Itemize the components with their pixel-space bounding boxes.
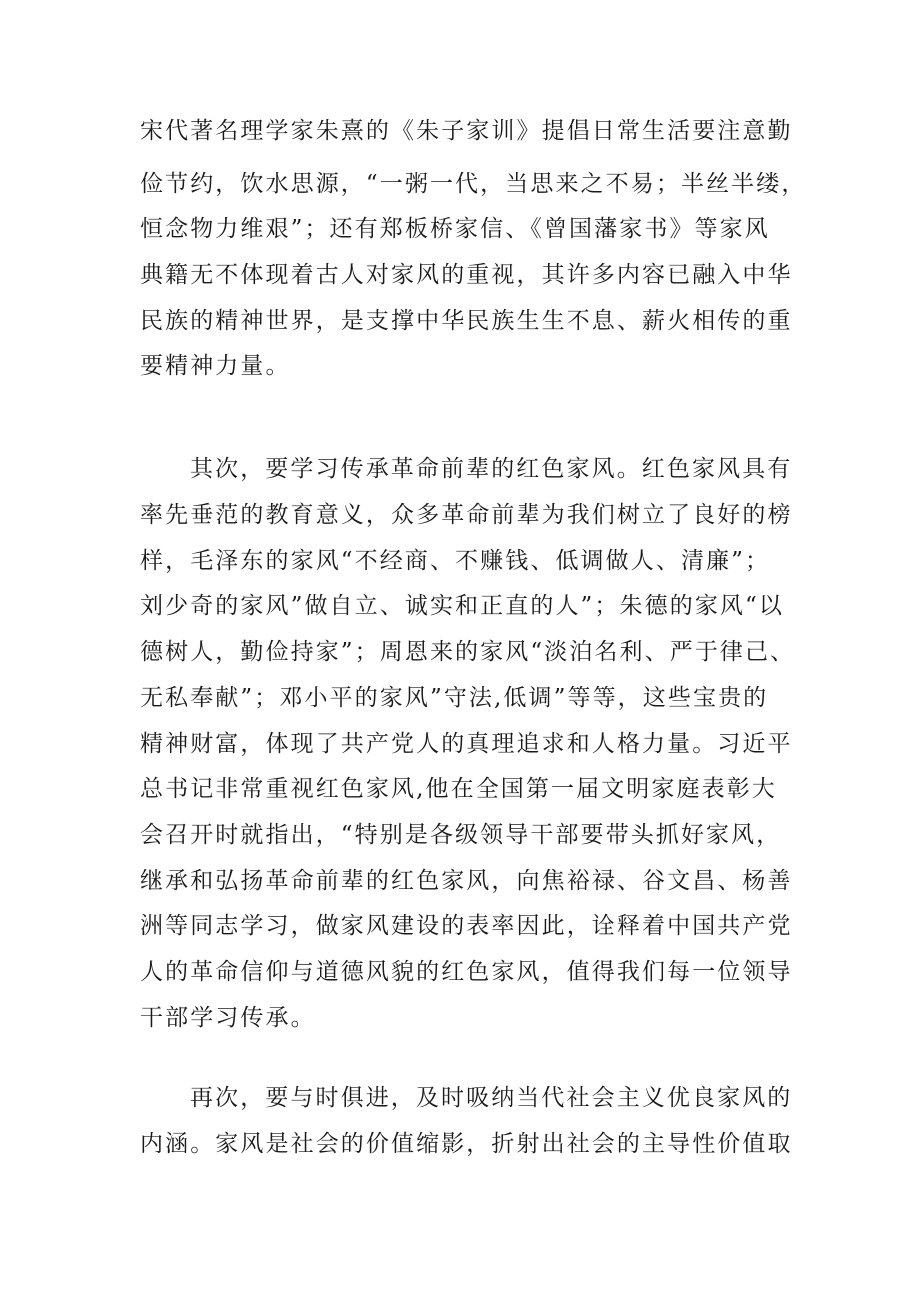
paragraph-line: 再次，要与时俱进，及时吸纳当代社会主义优良家风的 (190, 1085, 793, 1111)
paragraph-line: 率先垂范的教育意义，众多革命前辈为我们树立了良好的榜 (140, 502, 793, 528)
paragraph-line: 民族的精神世界，是支撑中华民族生生不息、薪火相传的重 (140, 308, 793, 334)
paragraph-line: 内涵。家风是社会的价值缩影，折射出社会的主导性价值取 (140, 1131, 793, 1157)
paragraph-line: 洲等同志学习，做家风建设的表率因此，诠释着中国共产党 (140, 913, 793, 939)
paragraph-line: 无私奉献”；邓小平的家风”守法,低调”等等，这些宝贵的 (140, 685, 769, 711)
paragraph-line: 样，毛泽东的家风“不经商、不赚钱、低调做人、清廉”； (140, 548, 771, 574)
paragraph-line: 总书记非常重视红色家风,他在全国第一届文明家庭表彰大 (140, 776, 777, 802)
paragraph-line: 刘少奇的家风”做自立、诚实和正直的人”；朱德的家风“以 (140, 593, 784, 619)
paragraph-line: 干部学习传承。 (140, 1005, 316, 1031)
paragraph-line: 德树人，勤俭持家”；周恩来的家风“淡泊名利、严于律己、 (140, 639, 796, 665)
paragraph-line: 俭节约，饮水思源，“一粥一代，当思来之不易；半丝半缕， (140, 171, 807, 197)
paragraph-line: 要精神力量。 (140, 353, 291, 379)
paragraph-line: 会召开时就指出，“特别是各级领导干部要带头抓好家风， (140, 822, 782, 848)
paragraph-line: 精神财富，体现了共产党人的真理追求和人格力量。习近平 (140, 731, 793, 757)
paragraph-line: 恒念物力维艰”；还有郑板桥家信、《曾国藩家书》等家风 (140, 216, 770, 242)
paragraph-line: 继承和弘扬革命前辈的红色家风，向焦裕禄、谷文昌、杨善 (140, 868, 793, 894)
paragraph-line: 其次，要学习传承革命前辈的红色家风。红色家风具有 (190, 456, 793, 482)
paragraph-line: 典籍无不体现着古人对家风的重视，其许多内容已融入中华 (140, 262, 793, 288)
paragraph-line: 宋代著名理学家朱熹的《朱子家训》提倡日常生活要注意勤 (140, 118, 793, 144)
paragraph-line: 人的革命信仰与道德风貌的红色家风，值得我们每一位领导 (140, 959, 793, 985)
